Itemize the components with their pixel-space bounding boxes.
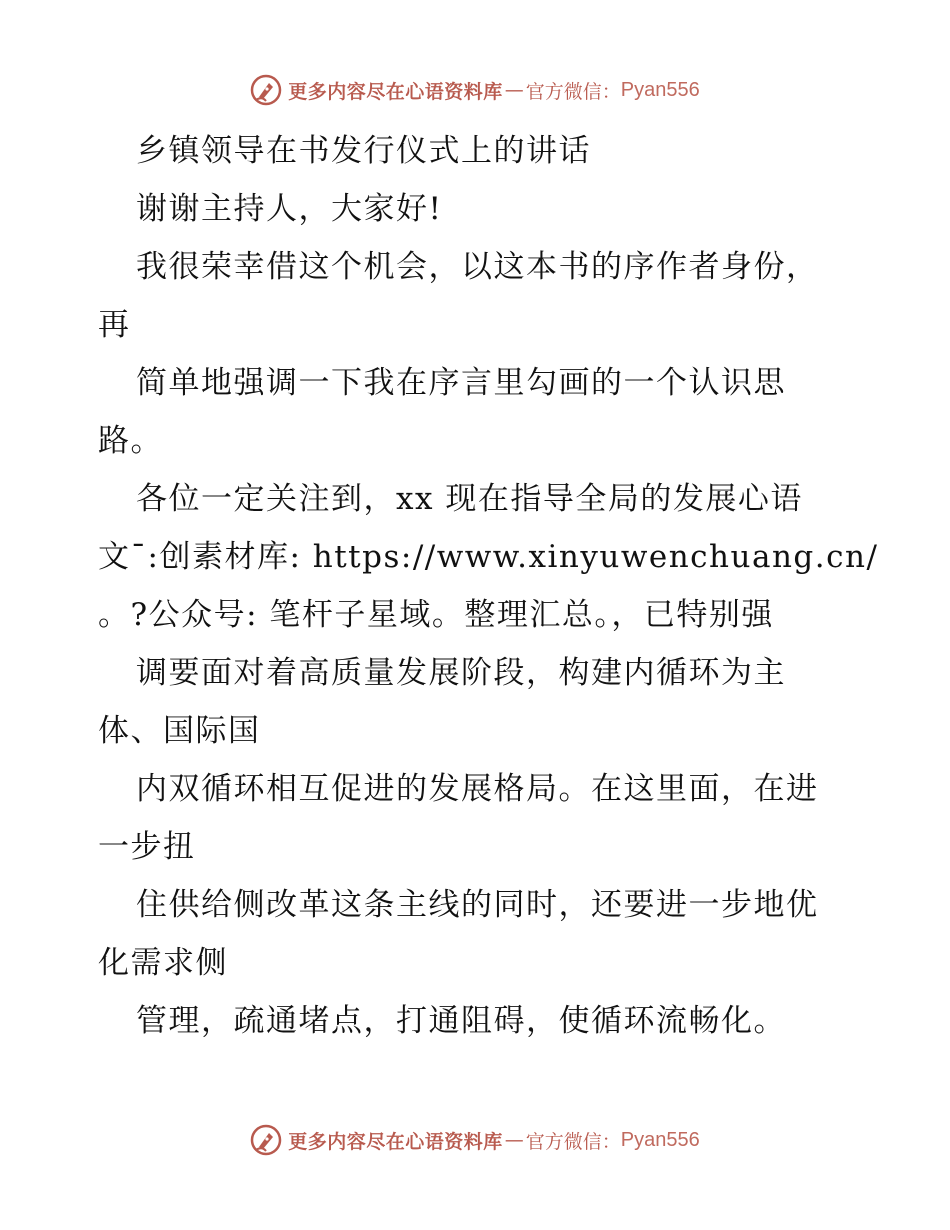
- header-banner-title: 更多内容尽在心语资料库: [288, 80, 503, 103]
- text-line: 内双循环相互促进的发展格局。在这里面，在进: [136, 771, 819, 807]
- pen-nib-logo-icon: [250, 1124, 282, 1156]
- document-title: 乡镇领导在书发行仪式上的讲话: [136, 133, 591, 169]
- header-wechat-label: 官方微信：: [525, 80, 621, 103]
- text-line: 。?公众号: 笔杆子星域。整理汇总。，已特别强: [98, 597, 774, 633]
- text-line: 谢谢主持人，大家好!: [136, 191, 443, 227]
- text-line: 各位一定关注到，xx 现在指导全局的发展心语: [136, 481, 803, 517]
- text-line: 一步扭: [98, 829, 196, 865]
- footer-banner-separator: —: [504, 1129, 524, 1151]
- header-wechat-id: Pyan556: [620, 78, 700, 101]
- header-banner: [0, 70, 950, 110]
- text-line: 文¯:创素材库: https://www.xinyuwenchuang.cn/: [98, 539, 879, 575]
- footer-wechat-label: 官方微信：: [525, 1130, 621, 1153]
- footer-wechat-id: Pyan556: [620, 1128, 700, 1151]
- footer-banner-title: 更多内容尽在心语资料库: [288, 1130, 503, 1153]
- text-line: 调要面对着高质量发展阶段，构建内循环为主: [136, 655, 786, 691]
- text-line: 简单地强调一下我在序言里勾画的一个认识思: [136, 365, 786, 401]
- text-line: 再: [98, 307, 131, 343]
- footer-banner: [0, 1120, 950, 1160]
- document-body: [98, 122, 879, 1050]
- text-line: 我很荣幸借这个机会，以这本书的序作者身份，: [136, 249, 819, 285]
- pen-nib-logo-icon: [250, 74, 282, 106]
- text-line: 化需求侧: [98, 945, 228, 981]
- header-banner-separator: —: [504, 79, 524, 101]
- text-line: 管理，疏通堵点，打通阻碍，使循环流畅化。: [136, 1003, 786, 1039]
- text-line: 住供给侧改革这条主线的同时，还要进一步地优: [136, 887, 819, 923]
- text-line: 体、国际国: [98, 713, 261, 749]
- text-line: 路。: [98, 423, 163, 459]
